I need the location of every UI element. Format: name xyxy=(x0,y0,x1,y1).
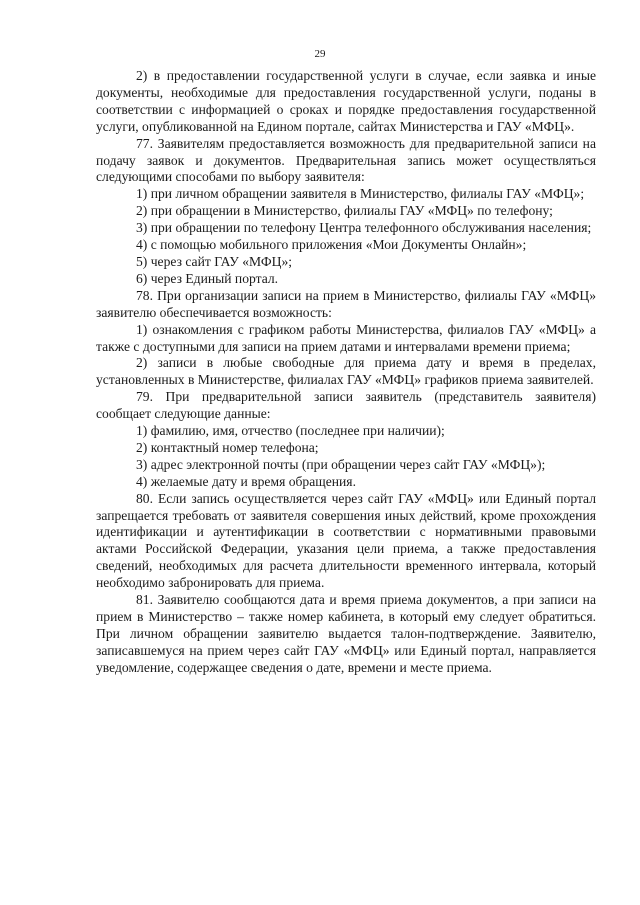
paragraph-77-method-5: 5) через сайт ГАУ «МФЦ»; xyxy=(136,253,293,269)
paragraph-79-item-2: 2) контактный номер телефона; xyxy=(136,439,319,455)
paragraph-78-item-2: 2) записи в любые свободные для приема дату и время в пределах, установленных в Министерстве, филиалах ГАУ «МФЦ» графиков приема заявителей. xyxy=(96,355,596,388)
paragraph-77-item-2: 2) в предоставлении государственной услуги в случае, если заявка и иные документы, необходимые для предоставления государственной услуги, поданы в соответствии с информацией о сроках и порядке предоставления государственной услуги, опубликованной на Едином портале, сайтах Министерства и ГАУ «МФЦ». xyxy=(96,68,596,134)
paragraph-77-method-3: 3) при обращении по телефону Центра телефонного обслуживания населения; xyxy=(136,220,592,236)
page-number: 29 xyxy=(314,48,326,60)
paragraph-79-item-3: 3) адрес электронной почты (при обращении через сайт ГАУ «МФЦ»); xyxy=(136,456,546,472)
paragraph-77-method-1: 1) при личном обращении заявителя в Министерство, филиалы ГАУ «МФЦ»; xyxy=(136,186,585,202)
paragraph-79-item-1: 1) фамилию, имя, отчество (последнее при наличии); xyxy=(136,423,445,439)
paragraph-78-item-1: 1) ознакомления с графиком работы Министерства, филиалов ГАУ «МФЦ» а также с доступными для записи на прием датами и интервалами времени приема; xyxy=(96,321,596,354)
paragraph-77-method-2: 2) при обращении в Министерство, филиалы ГАУ «МФЦ» по телефону; xyxy=(136,203,553,219)
paragraph-77: 77. Заявителям предоставляется возможность для предварительной записи на подачу заявок и документов. Предварительная запись может осуществляться следующими способами по выбору заявителя: xyxy=(96,135,596,185)
document-body xyxy=(96,68,596,677)
paragraph-78: 78. При организации записи на прием в Министерство, филиалы ГАУ «МФЦ» заявителю обеспечивается возможность: xyxy=(96,287,596,320)
paragraph-79-item-4: 4) желаемые дату и время обращения. xyxy=(136,473,356,489)
paragraph-80: 80. Если запись осуществляется через сайт ГАУ «МФЦ» или Единый портал запрещается требовать от заявителя совершения иных действий, кроме прохождения идентификации и аутентификации в соответствии с нормативными правовыми актами Российской Федерации, указания цели приема, а также предоставления сведений, необходимых для расчета длительности временного интервала, который необходимо забронировать для приема. xyxy=(96,490,596,591)
paragraph-77-method-6: 6) через Единый портал. xyxy=(136,270,279,286)
paragraph-81: 81. Заявителю сообщаются дата и время приема документов, а при записи на прием в Министерство – также номер кабинета, в который ему следует обратиться. При личном обращении заявителю выдается талон-подтверждение. Заявителю, записавшемуся на прием через сайт ГАУ «МФЦ» или Единый портал, направляется уведомление, содержащее сведения о дате, времени и месте приема. xyxy=(96,592,596,675)
paragraph-77-method-4: 4) с помощью мобильного приложения «Мои Документы Онлайн»; xyxy=(136,237,527,253)
paragraph-79: 79. При предварительной записи заявитель (представитель заявителя) сообщает следующие данные: xyxy=(96,389,596,422)
